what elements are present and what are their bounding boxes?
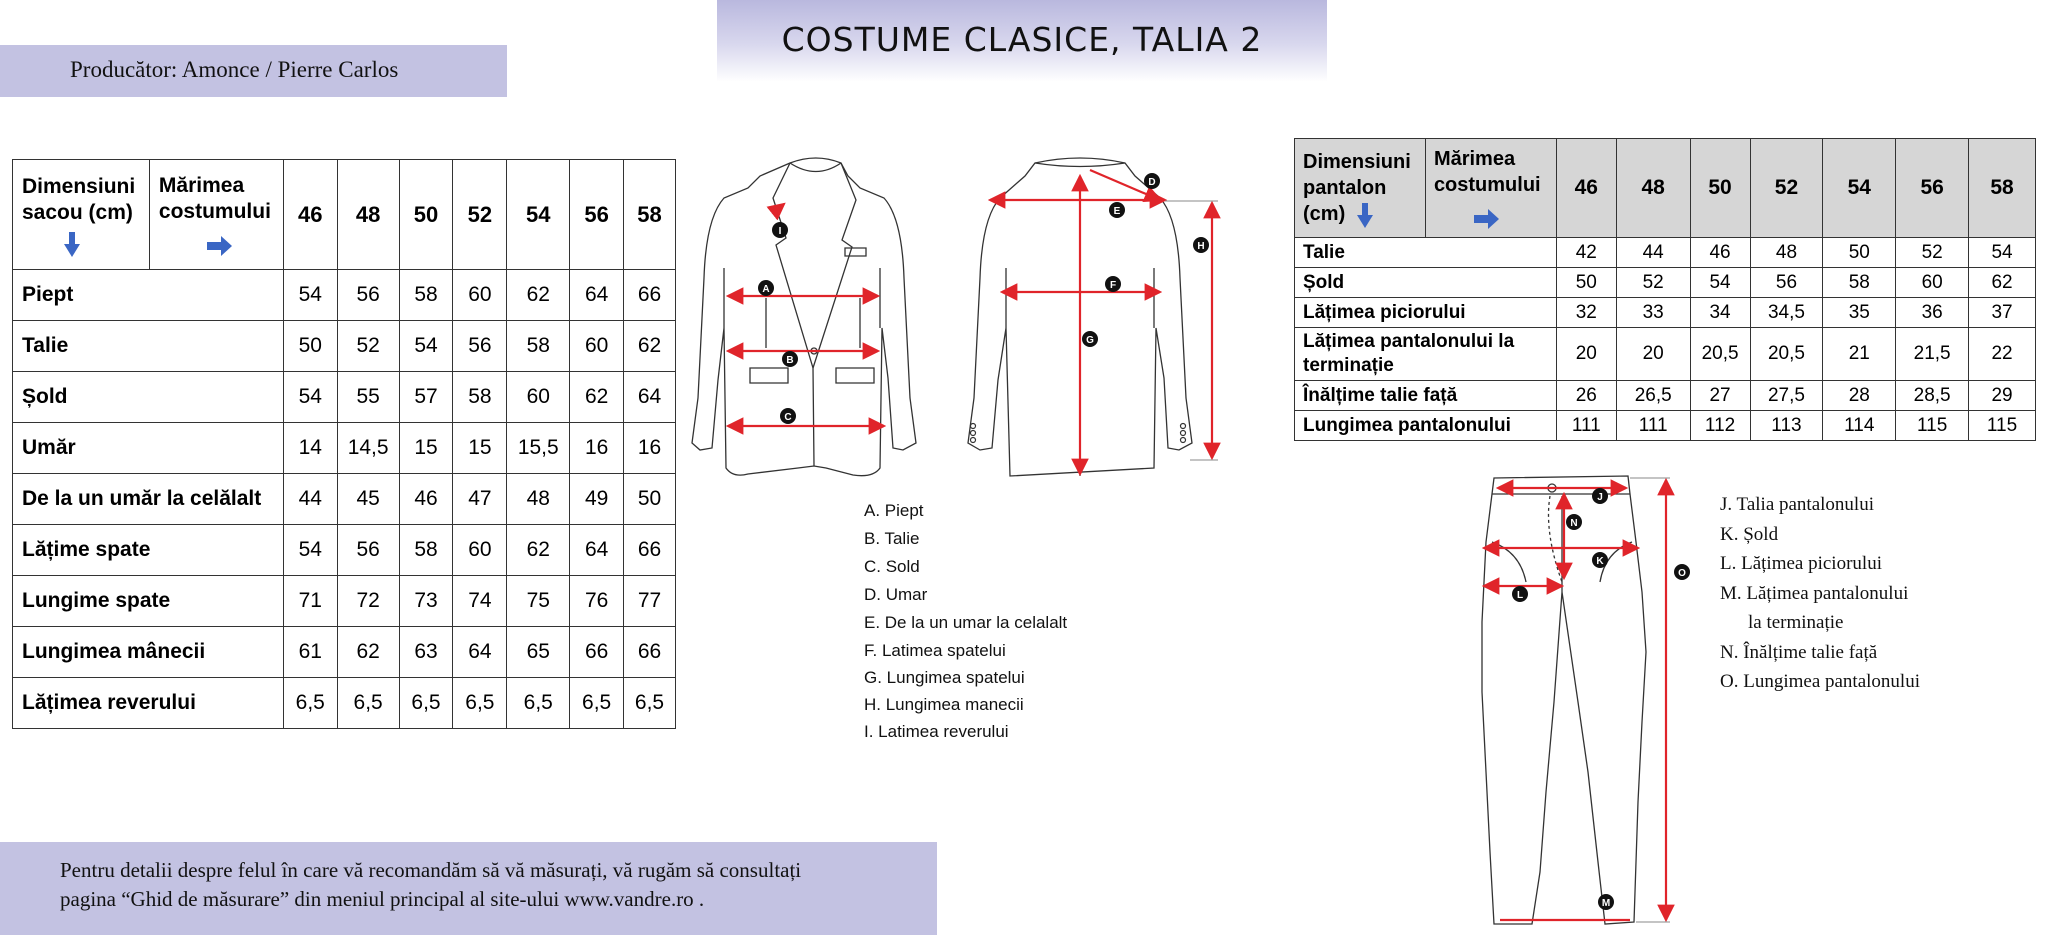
table-cell: 32 bbox=[1556, 298, 1616, 328]
table-cell: 73 bbox=[399, 576, 453, 627]
table-cell: 57 bbox=[399, 372, 453, 423]
legend-item: E. De la un umar la celalalt bbox=[864, 613, 1068, 632]
table-cell: 54 bbox=[1969, 238, 2036, 268]
table-cell: 45 bbox=[337, 474, 399, 525]
table-cell: 74 bbox=[453, 576, 507, 627]
table-cell: 50 bbox=[1823, 238, 1896, 268]
table-cell: 26,5 bbox=[1616, 381, 1690, 411]
table-cell: 37 bbox=[1969, 298, 2036, 328]
legend-item: J. Talia pantalonului bbox=[1720, 494, 1874, 515]
table-cell: 20,5 bbox=[1690, 328, 1750, 381]
table-cell: 26 bbox=[1556, 381, 1616, 411]
table-cell: 29 bbox=[1969, 381, 2036, 411]
pants-legend bbox=[1720, 490, 1920, 697]
table-cell: 49 bbox=[570, 474, 624, 525]
row-label: Talie bbox=[13, 321, 284, 372]
table-cell: 28 bbox=[1823, 381, 1896, 411]
pants-size-col: 46 bbox=[1556, 139, 1616, 238]
jacket-size-col: 58 bbox=[624, 160, 676, 270]
table-cell: 112 bbox=[1690, 411, 1750, 441]
pants-size-col: 48 bbox=[1616, 139, 1690, 238]
marker-o: O bbox=[1678, 568, 1686, 579]
jacket-back-illustration bbox=[960, 148, 1230, 488]
table-row bbox=[1295, 238, 2036, 268]
marker-i: I bbox=[778, 226, 782, 237]
table-cell: 58 bbox=[399, 525, 453, 576]
table-cell: 113 bbox=[1750, 411, 1823, 441]
jacket-size-col: 54 bbox=[507, 160, 570, 270]
table-cell: 54 bbox=[283, 372, 337, 423]
table-cell: 52 bbox=[1896, 238, 1969, 268]
table-cell: 6,5 bbox=[399, 678, 453, 729]
table-cell: 28,5 bbox=[1896, 381, 1969, 411]
table-cell: 46 bbox=[1690, 238, 1750, 268]
table-cell: 16 bbox=[570, 423, 624, 474]
marker-h: H bbox=[1197, 241, 1205, 252]
table-cell: 54 bbox=[1690, 268, 1750, 298]
table-row bbox=[1295, 411, 2036, 441]
row-label: Lungime spate bbox=[13, 576, 284, 627]
table-cell: 16 bbox=[624, 423, 676, 474]
table-cell: 35 bbox=[1823, 298, 1896, 328]
table-cell: 14,5 bbox=[337, 423, 399, 474]
legend-item: A. Piept bbox=[864, 501, 924, 520]
table-cell: 58 bbox=[507, 321, 570, 372]
legend-item: H. Lungimea manecii bbox=[864, 695, 1024, 714]
table-cell: 60 bbox=[453, 270, 507, 321]
jacket-dim-header-text: Dimensiuni sacou (cm) bbox=[22, 174, 136, 224]
table-cell: 27 bbox=[1690, 381, 1750, 411]
footer-note bbox=[60, 856, 920, 914]
table-cell: 44 bbox=[283, 474, 337, 525]
table-cell: 50 bbox=[1556, 268, 1616, 298]
table-cell: 64 bbox=[624, 372, 676, 423]
pants-size-col: 52 bbox=[1750, 139, 1823, 238]
legend-item: O. Lungimea pantalonului bbox=[1720, 671, 1920, 692]
table-cell: 60 bbox=[570, 321, 624, 372]
table-cell: 48 bbox=[507, 474, 570, 525]
table-cell: 15 bbox=[399, 423, 453, 474]
row-label: Șold bbox=[1295, 268, 1557, 298]
table-cell: 60 bbox=[453, 525, 507, 576]
marker-j: J bbox=[1597, 492, 1603, 503]
jacket-size-col: 46 bbox=[283, 160, 337, 270]
table-cell: 47 bbox=[453, 474, 507, 525]
pants-illustration bbox=[1470, 472, 1690, 942]
table-cell: 65 bbox=[507, 627, 570, 678]
table-cell: 71 bbox=[283, 576, 337, 627]
legend-item: F. Latimea spatelui bbox=[864, 641, 1006, 660]
legend-item: M. Lățimea pantalonului bbox=[1720, 582, 1909, 604]
table-cell: 58 bbox=[1823, 268, 1896, 298]
marker-k: K bbox=[1596, 556, 1604, 567]
table-cell: 66 bbox=[570, 627, 624, 678]
table-row bbox=[13, 423, 676, 474]
table-cell: 56 bbox=[1750, 268, 1823, 298]
table-row bbox=[1295, 328, 2036, 381]
table-cell: 52 bbox=[337, 321, 399, 372]
table-cell: 21 bbox=[1823, 328, 1896, 381]
table-cell: 6,5 bbox=[624, 678, 676, 729]
row-label: Lățimea pantalonului la terminație bbox=[1295, 328, 1557, 381]
marker-b: B bbox=[786, 355, 794, 366]
table-cell: 75 bbox=[507, 576, 570, 627]
table-cell: 115 bbox=[1896, 411, 1969, 441]
legend-item: L. Lățimea piciorului bbox=[1720, 553, 1882, 574]
pants-size-col: 50 bbox=[1690, 139, 1750, 238]
pants-size-table bbox=[1294, 138, 2036, 441]
table-cell: 56 bbox=[453, 321, 507, 372]
table-row bbox=[1295, 268, 2036, 298]
legend-item: N. Înălțime talie față bbox=[1720, 641, 1878, 663]
table-cell: 20,5 bbox=[1750, 328, 1823, 381]
table-cell: 114 bbox=[1823, 411, 1896, 441]
table-row bbox=[13, 474, 676, 525]
table-cell: 64 bbox=[570, 270, 624, 321]
marker-m: M bbox=[1601, 898, 1611, 909]
table-cell: 62 bbox=[1969, 268, 2036, 298]
legend-item: I. Latimea reverului bbox=[864, 722, 1009, 741]
pants-size-header-text: Mărimea costumului bbox=[1433, 148, 1541, 196]
table-cell: 54 bbox=[399, 321, 453, 372]
legend-item: B. Talie bbox=[864, 529, 920, 548]
table-cell: 77 bbox=[624, 576, 676, 627]
table-cell: 72 bbox=[337, 576, 399, 627]
table-cell: 20 bbox=[1616, 328, 1690, 381]
table-row bbox=[13, 270, 676, 321]
marker-l: L bbox=[1516, 590, 1524, 601]
table-cell: 50 bbox=[283, 321, 337, 372]
table-cell: 6,5 bbox=[570, 678, 624, 729]
footer-note-line-2: pagina “Ghid de măsurare” din meniul principal al site-ului www.vandre.ro . bbox=[60, 887, 705, 911]
jacket-legend bbox=[864, 497, 1067, 745]
table-cell: 64 bbox=[570, 525, 624, 576]
table-cell: 42 bbox=[1556, 238, 1616, 268]
table-row bbox=[1295, 298, 2036, 328]
footer-note-line-1: Pentru detalii despre felul în care vă recomandăm să vă măsurați, vă rugăm să consultați bbox=[60, 858, 802, 882]
table-cell: 46 bbox=[399, 474, 453, 525]
marker-c: C bbox=[784, 412, 792, 423]
jacket-size-header bbox=[149, 160, 283, 270]
table-cell: 50 bbox=[624, 474, 676, 525]
table-cell: 62 bbox=[337, 627, 399, 678]
marker-n: N bbox=[1570, 518, 1578, 529]
jacket-size-table bbox=[12, 159, 676, 729]
legend-item: D. Umar bbox=[864, 585, 928, 604]
row-label: Lungimea mânecii bbox=[13, 627, 284, 678]
table-cell: 66 bbox=[624, 525, 676, 576]
table-cell: 54 bbox=[283, 525, 337, 576]
jacket-size-col: 50 bbox=[399, 160, 453, 270]
table-cell: 34 bbox=[1690, 298, 1750, 328]
legend-item: K. Șold bbox=[1720, 523, 1779, 545]
row-label: De la un umăr la celălalt bbox=[13, 474, 284, 525]
table-cell: 15 bbox=[453, 423, 507, 474]
table-cell: 76 bbox=[570, 576, 624, 627]
table-cell: 6,5 bbox=[507, 678, 570, 729]
jacket-size-col: 48 bbox=[337, 160, 399, 270]
table-cell: 61 bbox=[283, 627, 337, 678]
table-cell: 22 bbox=[1969, 328, 2036, 381]
legend-item: la terminație bbox=[1748, 612, 1844, 633]
table-cell: 60 bbox=[1896, 268, 1969, 298]
row-label: Lungimea pantalonului bbox=[1295, 411, 1557, 441]
arrow-right-icon bbox=[1474, 215, 1488, 223]
row-label: Înălțime talie față bbox=[1295, 381, 1557, 411]
arrow-down-icon bbox=[1357, 215, 1373, 228]
pants-size-col: 58 bbox=[1969, 139, 2036, 238]
table-row bbox=[13, 372, 676, 423]
table-cell: 15,5 bbox=[507, 423, 570, 474]
pants-size-col: 56 bbox=[1896, 139, 1969, 238]
table-cell: 62 bbox=[507, 270, 570, 321]
table-cell: 62 bbox=[624, 321, 676, 372]
pants-dim-header bbox=[1295, 139, 1426, 238]
marker-a: A bbox=[762, 284, 770, 295]
page-title: COSTUME CLASICE, TALIA 2 bbox=[781, 20, 1263, 59]
row-label: Piept bbox=[13, 270, 284, 321]
arrow-right-icon bbox=[207, 242, 221, 250]
table-row bbox=[13, 576, 676, 627]
table-cell: 66 bbox=[624, 270, 676, 321]
table-cell: 21,5 bbox=[1896, 328, 1969, 381]
table-cell: 34,5 bbox=[1750, 298, 1823, 328]
jacket-size-header-text: Mărimea costumului bbox=[158, 173, 271, 223]
table-cell: 48 bbox=[1750, 238, 1823, 268]
table-cell: 62 bbox=[507, 525, 570, 576]
table-cell: 33 bbox=[1616, 298, 1690, 328]
pants-dim-header-text: Dimensiuni pantalon (cm) bbox=[1303, 151, 1411, 225]
table-cell: 52 bbox=[1616, 268, 1690, 298]
table-cell: 27,5 bbox=[1750, 381, 1823, 411]
table-cell: 6,5 bbox=[283, 678, 337, 729]
table-cell: 62 bbox=[570, 372, 624, 423]
legend-item: G. Lungimea spatelui bbox=[864, 668, 1025, 687]
jacket-table-header-row bbox=[13, 160, 676, 270]
table-cell: 56 bbox=[337, 525, 399, 576]
table-cell: 60 bbox=[507, 372, 570, 423]
row-label: Talie bbox=[1295, 238, 1557, 268]
table-row bbox=[13, 321, 676, 372]
pants-table-header-row bbox=[1295, 139, 2036, 238]
table-cell: 111 bbox=[1556, 411, 1616, 441]
arrow-down-icon bbox=[64, 244, 80, 257]
jacket-dim-header bbox=[13, 160, 150, 270]
table-cell: 54 bbox=[283, 270, 337, 321]
row-label: Umăr bbox=[13, 423, 284, 474]
marker-e: E bbox=[1113, 206, 1121, 217]
table-cell: 36 bbox=[1896, 298, 1969, 328]
jacket-size-col: 52 bbox=[453, 160, 507, 270]
table-cell: 56 bbox=[337, 270, 399, 321]
table-cell: 115 bbox=[1969, 411, 2036, 441]
table-cell: 44 bbox=[1616, 238, 1690, 268]
producer-label: Producător: Amonce / Pierre Carlos bbox=[70, 57, 399, 82]
row-label: Lățime spate bbox=[13, 525, 284, 576]
legend-item: C. Sold bbox=[864, 557, 920, 576]
table-cell: 66 bbox=[624, 627, 676, 678]
marker-f: F bbox=[1109, 280, 1117, 291]
table-row bbox=[1295, 381, 2036, 411]
table-row bbox=[13, 627, 676, 678]
jacket-front-illustration bbox=[688, 148, 938, 488]
table-cell: 6,5 bbox=[337, 678, 399, 729]
row-label: Șold bbox=[13, 372, 284, 423]
jacket-size-col: 56 bbox=[570, 160, 624, 270]
table-cell: 58 bbox=[453, 372, 507, 423]
pants-size-header bbox=[1425, 139, 1556, 238]
row-label: Lățimea reverului bbox=[13, 678, 284, 729]
table-cell: 63 bbox=[399, 627, 453, 678]
table-cell: 20 bbox=[1556, 328, 1616, 381]
table-cell: 6,5 bbox=[453, 678, 507, 729]
marker-g: G bbox=[1086, 335, 1094, 346]
table-row bbox=[13, 525, 676, 576]
row-label: Lățimea piciorului bbox=[1295, 298, 1557, 328]
table-cell: 64 bbox=[453, 627, 507, 678]
marker-d: D bbox=[1148, 177, 1156, 188]
table-cell: 55 bbox=[337, 372, 399, 423]
table-cell: 58 bbox=[399, 270, 453, 321]
table-row bbox=[13, 678, 676, 729]
table-cell: 14 bbox=[283, 423, 337, 474]
table-cell: 111 bbox=[1616, 411, 1690, 441]
pants-size-col: 54 bbox=[1823, 139, 1896, 238]
